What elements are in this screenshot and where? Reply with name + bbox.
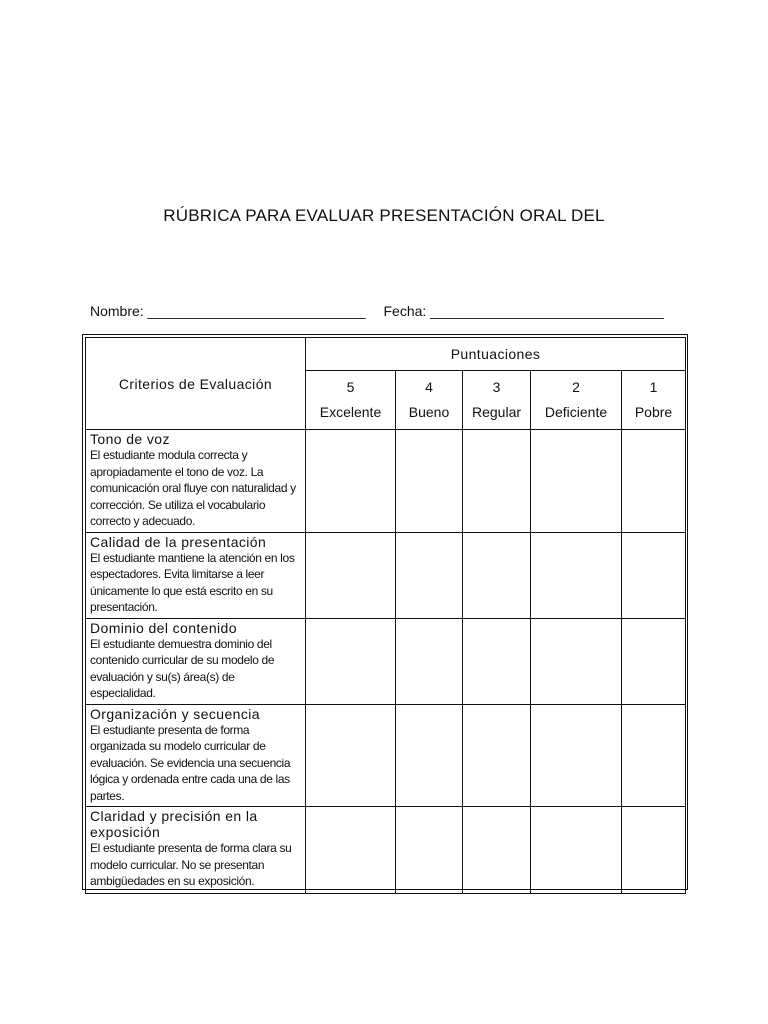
score-label: Regular [471, 404, 522, 420]
score-cell[interactable] [531, 618, 622, 704]
score-cell[interactable] [306, 704, 396, 807]
header-row-1 [86, 338, 686, 371]
score-cell[interactable] [306, 807, 396, 894]
score-cell[interactable] [463, 430, 531, 533]
score-cell[interactable] [463, 704, 531, 807]
criterion-cell [86, 618, 306, 704]
criterion-name: Dominio del contenido [90, 619, 237, 636]
document-title: RÚBRICA PARA EVALUAR PRESENTACIÓN ORAL DEL [163, 206, 605, 225]
score-label: Pobre [634, 404, 673, 420]
rubric-table [85, 337, 686, 894]
criterion-name: Organización y secuencia [90, 705, 260, 722]
score-value: 3 [492, 379, 501, 395]
score-cell[interactable] [622, 532, 686, 618]
criterion-cell [86, 704, 306, 807]
header-fields [90, 303, 690, 319]
score-cell[interactable] [396, 618, 463, 704]
criterion-row [86, 532, 686, 618]
score-cell[interactable] [463, 807, 531, 894]
criterion-name: Tono de voz [90, 431, 170, 447]
criterion-description: El estudiante mantiene la atención en los espectadores. Evita limitarse a leer únicamente lo que está escrito en su presentación. [90, 550, 295, 614]
score-4 [396, 371, 463, 430]
score-cell[interactable] [531, 704, 622, 807]
criterion-description: El estudiante presenta de forma clara su modelo curricular. No se presentan ambigüedades en su exposición. [90, 841, 292, 888]
criteria-header: Criterios de Evaluación [86, 338, 306, 430]
score-cell[interactable] [396, 430, 463, 533]
score-3 [463, 371, 531, 430]
score-cell[interactable] [306, 430, 396, 533]
criterion-name: Claridad y precisión en la exposición [90, 808, 258, 840]
score-cell[interactable] [463, 618, 531, 704]
criterion-cell [86, 807, 306, 894]
score-cell[interactable] [531, 807, 622, 894]
criterion-row [86, 807, 686, 894]
score-cell[interactable] [396, 532, 463, 618]
score-value: 1 [649, 379, 658, 395]
fecha-field: Fecha: ______________________________ [383, 303, 664, 319]
score-1 [622, 371, 686, 430]
score-cell[interactable] [531, 532, 622, 618]
criterion-name: Calidad de la presentación [90, 533, 267, 550]
score-cell[interactable] [622, 704, 686, 807]
score-cell[interactable] [622, 618, 686, 704]
rubric-frame [82, 334, 688, 890]
criterion-row [86, 704, 686, 807]
score-value: 5 [346, 379, 355, 395]
score-cell[interactable] [306, 618, 396, 704]
criterion-description: El estudiante demuestra dominio del contenido curricular de su modelo de evaluación y su(s) área(s) de especialidad. [90, 636, 275, 700]
score-cell[interactable] [396, 704, 463, 807]
score-2 [531, 371, 622, 430]
score-cell[interactable] [531, 430, 622, 533]
score-cell[interactable] [396, 807, 463, 894]
score-5 [306, 371, 396, 430]
score-label: Excelente [319, 404, 382, 420]
criterion-cell [86, 532, 306, 618]
score-value: 2 [572, 379, 580, 395]
score-cell[interactable] [622, 807, 686, 894]
score-value: 4 [425, 379, 433, 395]
score-cell[interactable] [306, 532, 396, 618]
criterion-row [86, 618, 686, 704]
score-cell[interactable] [463, 532, 531, 618]
criterion-description: El estudiante presenta de forma organizada su modelo curricular de evaluación. Se evidencia una secuencia lógica y ordenada entre cada una de las partes. [90, 722, 291, 803]
score-cell[interactable] [622, 430, 686, 533]
score-label: Bueno [408, 404, 450, 420]
score-label: Deficiente [544, 404, 608, 420]
criterion-description: El estudiante modula correcta y apropiadamente el tono de voz. La comunicación oral fluye con naturalidad y corrección. Se utiliza el vocabulario correcto y adecuado. [90, 448, 296, 528]
criterion-row [86, 430, 686, 533]
nombre-field: Nombre: ____________________________ [90, 303, 366, 319]
scores-header: Puntuaciones [306, 338, 686, 371]
criterion-cell [86, 430, 306, 533]
